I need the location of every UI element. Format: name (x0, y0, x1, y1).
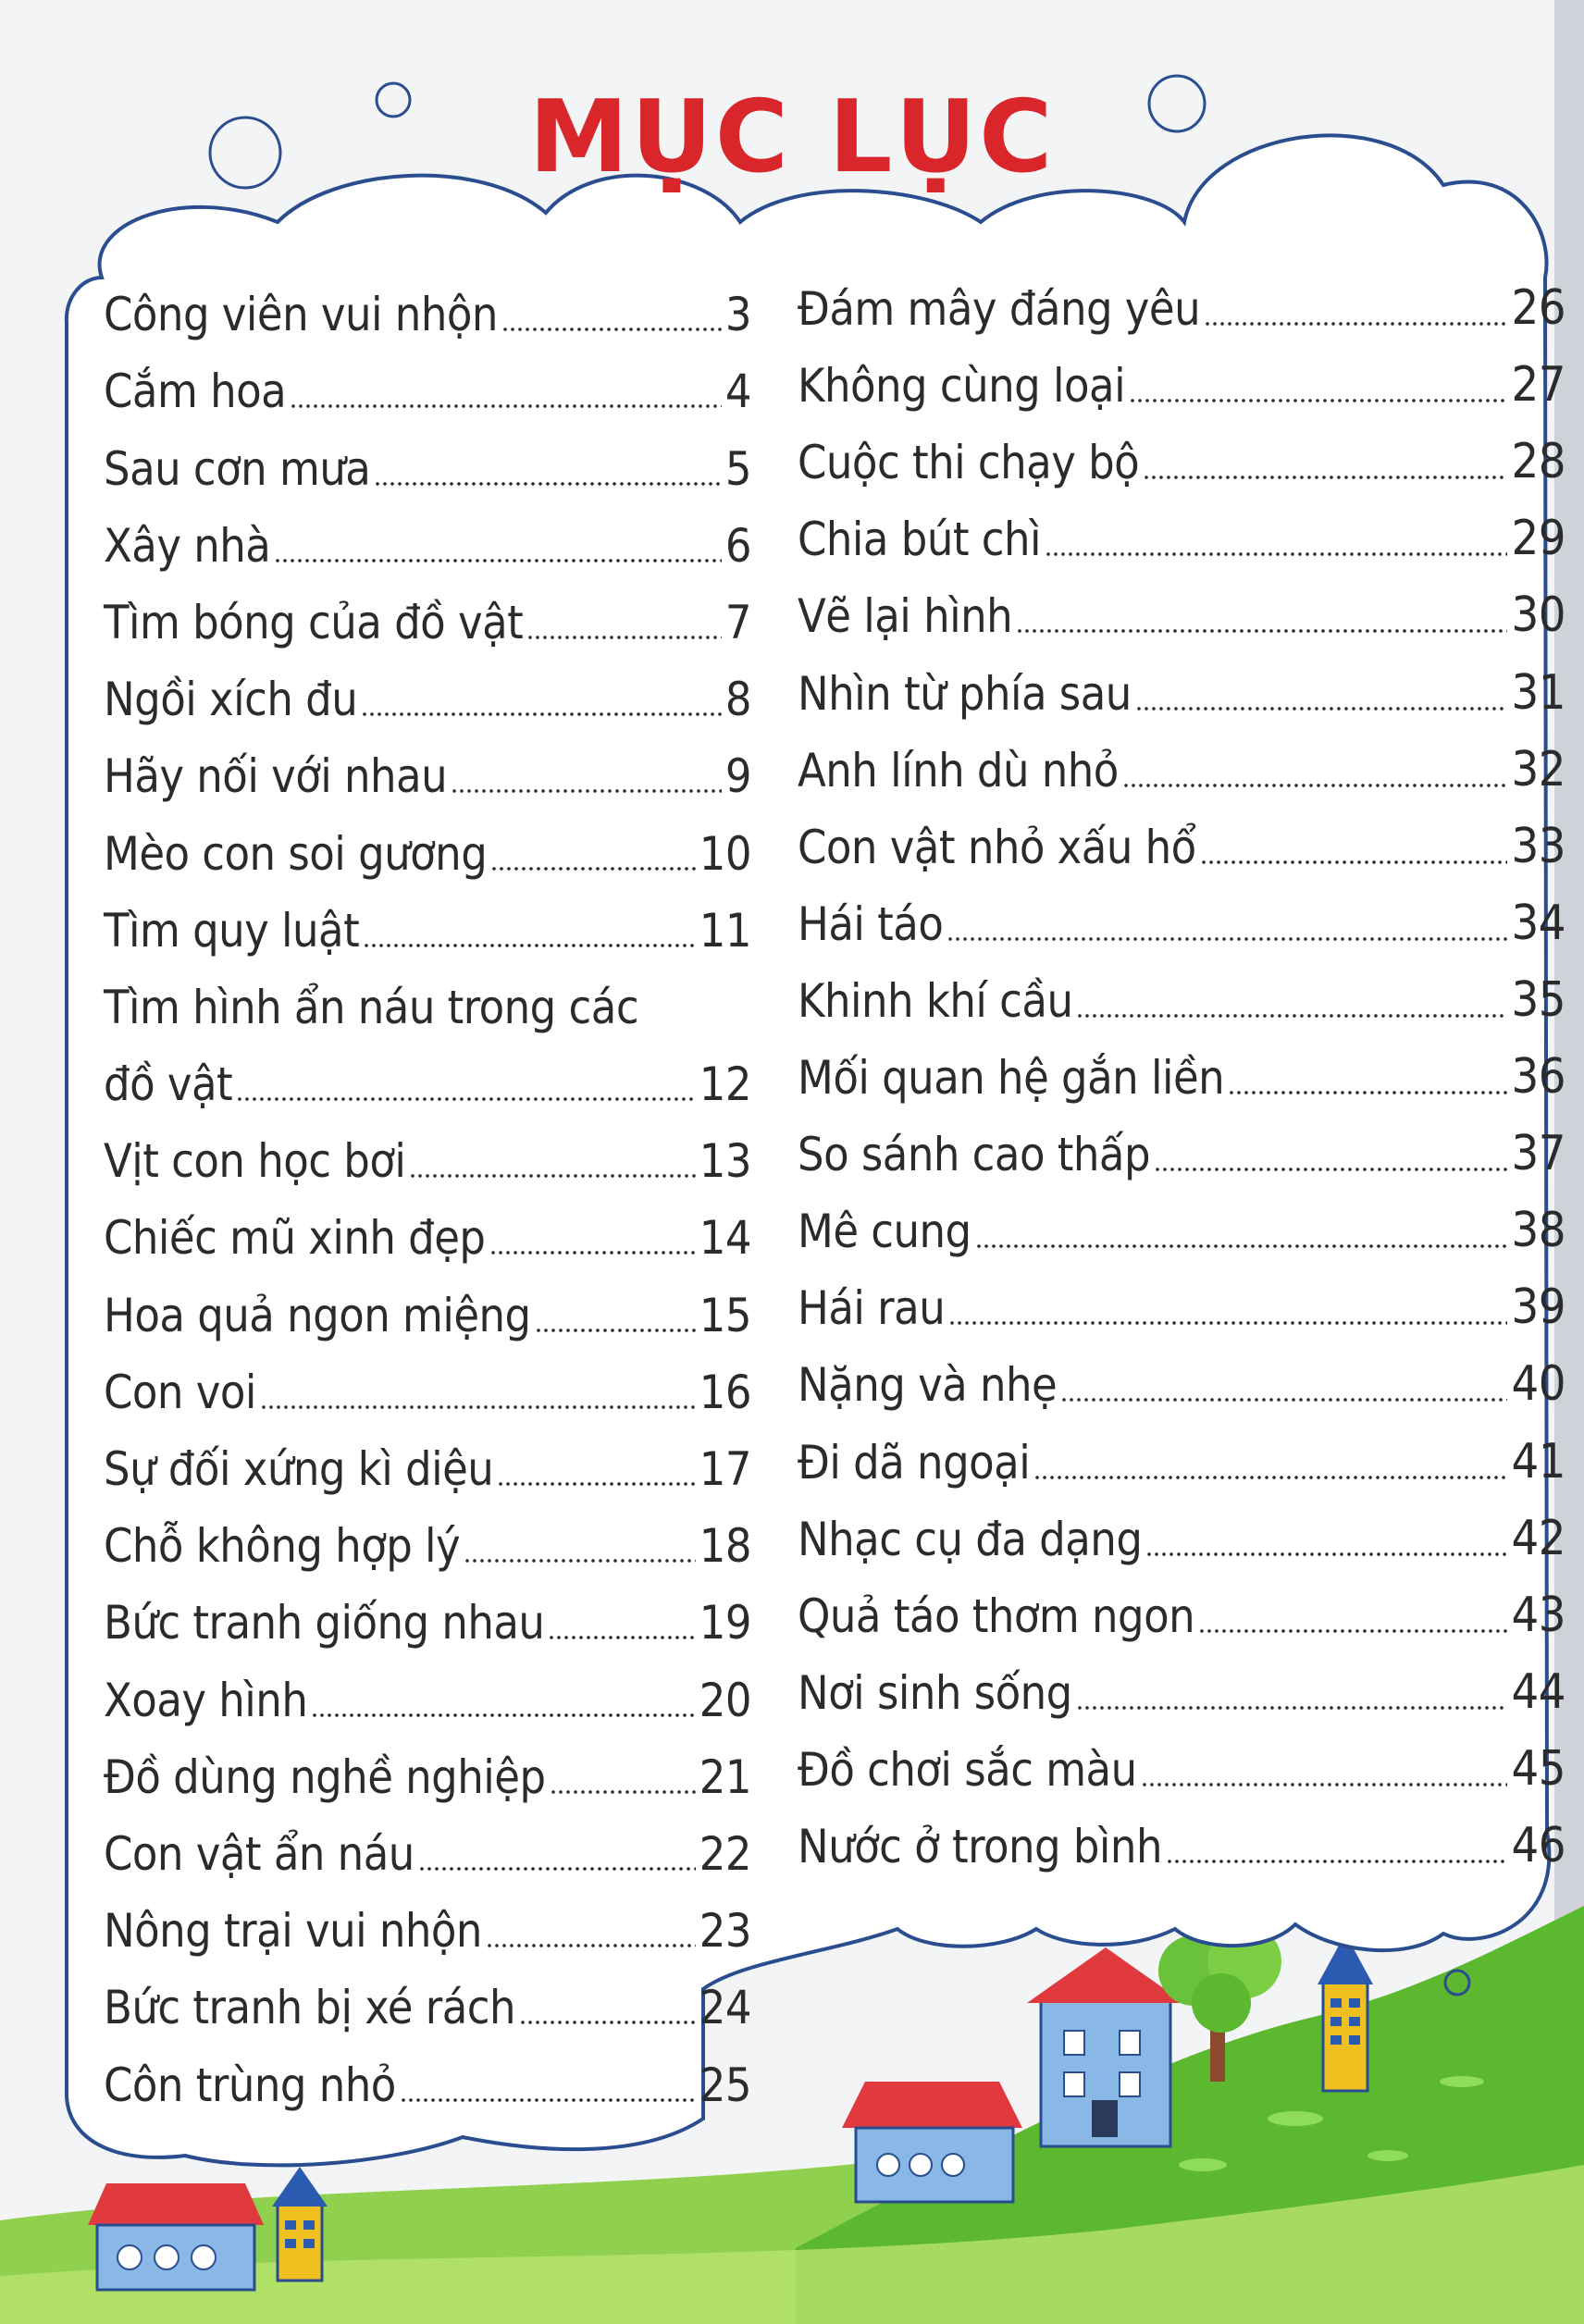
toc-entry-title: Bức tranh bị xé rách (104, 1981, 516, 2035)
toc-entry[interactable] (798, 724, 1565, 801)
dot-leader (1122, 783, 1508, 788)
toc-entry-page: 30 (1511, 587, 1565, 644)
toc-entry-title: Tìm bóng của đồ vật (104, 595, 524, 649)
toc-entry-page: 5 (724, 441, 751, 496)
toc-entry[interactable] (798, 1415, 1565, 1492)
dot-leader (526, 635, 722, 640)
toc-entry[interactable] (798, 416, 1565, 493)
toc-entry-page: 42 (1511, 1510, 1565, 1566)
dot-leader (1045, 551, 1507, 557)
toc-entry-page: 41 (1511, 1433, 1565, 1490)
toc-entry[interactable] (104, 1961, 751, 2038)
toc-entry-title: Tìm quy luật (104, 903, 360, 958)
toc-entry[interactable] (104, 1653, 751, 1730)
toc-entry-title: đồ vật (104, 1057, 233, 1112)
toc-entry[interactable] (104, 576, 751, 653)
dot-leader (1141, 1782, 1508, 1787)
toc-entry[interactable] (104, 807, 751, 884)
toc-entry[interactable] (104, 1576, 751, 1653)
toc-entry-title: Chiếc mũ xinh đẹp (104, 1211, 486, 1266)
dot-leader (497, 1481, 695, 1487)
toc-entry-page: 31 (1511, 664, 1565, 721)
toc-entry-page: 38 (1511, 1203, 1565, 1259)
toc-entry-title: Sau cơn mưa (104, 441, 371, 496)
dot-leader (1204, 321, 1507, 327)
toc-entry[interactable] (798, 570, 1565, 647)
toc-entry[interactable] (798, 1185, 1565, 1262)
dot-leader (274, 558, 722, 563)
toc-entry-page: 22 (699, 1826, 751, 1881)
toc-entry-page: 17 (699, 1442, 751, 1496)
house-red-roof (842, 2082, 1022, 2202)
dot-leader (1200, 859, 1508, 865)
toc-entry-page: 33 (1511, 818, 1565, 874)
toc-entry-title: Mối quan hệ gắn liền (798, 1051, 1225, 1106)
toc-entry-title: Đám mây đáng yêu (798, 282, 1201, 337)
toc-entry-title: Nặng và nhẹ (798, 1358, 1058, 1413)
toc-entry-title: Xây nhà (104, 518, 271, 573)
toc-entry[interactable] (798, 955, 1565, 1032)
toc-entry-title: Hái rau (798, 1281, 946, 1336)
page-title: MỤC LỤC (528, 80, 1056, 195)
toc-entry-page: 18 (699, 1519, 751, 1574)
toc-entry[interactable] (104, 422, 751, 499)
toc-entry[interactable] (798, 493, 1565, 570)
toc-entry-page: 23 (699, 1904, 751, 1959)
toc-entry-title: Đi dã ngoại (798, 1435, 1031, 1490)
dot-leader (361, 711, 722, 717)
dot-leader (490, 866, 696, 872)
toc-entry-title: Khinh khí cầu (798, 973, 1073, 1028)
dot-leader (400, 2097, 696, 2103)
toc-entry-title: Ngồi xích đu (104, 673, 358, 727)
dot-leader (451, 788, 722, 794)
toc-entry-title: Con voi (104, 1365, 256, 1419)
toc-entry-page: 27 (1511, 357, 1565, 414)
dot-leader (1129, 398, 1507, 403)
toc-entry-title: Quả táo thơm ngon (798, 1588, 1195, 1643)
dot-leader (550, 1789, 696, 1795)
toc-entry-title: Hoa quả ngon miệng (104, 1288, 531, 1342)
toc-entry-page: 12 (699, 1057, 751, 1112)
toc-entry-page: 20 (699, 1673, 751, 1727)
toc-entry-page: 8 (724, 673, 751, 727)
toc-entry-page: 7 (724, 595, 751, 649)
dot-leader (1076, 1705, 1508, 1711)
toc-entry-page: 4 (724, 365, 751, 419)
toc-entry[interactable] (104, 1268, 751, 1345)
toc-entry-title: Công viên vui nhộn (104, 288, 498, 342)
toc-entry-title: Tìm hình ẩn náu trong các (104, 980, 639, 1034)
toc-entry-title: Hái táo (798, 896, 944, 951)
toc-entry-title: Sự đối xứng kì diệu (104, 1442, 494, 1496)
dot-leader (947, 936, 1507, 942)
toc-entry-page: 28 (1511, 434, 1565, 490)
toc-entry[interactable] (798, 878, 1565, 955)
toc-entry-title: Cuộc thi chạy bộ (798, 436, 1140, 490)
toc-entry[interactable] (798, 1493, 1565, 1570)
dot-leader (290, 403, 722, 409)
toc-entry[interactable] (798, 1724, 1565, 1800)
toc-entry-title: Anh lính dù nhỏ (798, 743, 1119, 797)
toc-entry[interactable] (798, 647, 1565, 723)
toc-entry-title: Xoay hình (104, 1673, 308, 1727)
toc-entry-page: 25 (699, 2058, 751, 2112)
toc-entry-page: 13 (699, 1134, 751, 1189)
toc-entry-page: 34 (1511, 895, 1565, 951)
toc-entry[interactable] (798, 340, 1565, 416)
toc-entry[interactable] (798, 1108, 1565, 1185)
toc-entry-page: 10 (699, 826, 751, 881)
toc-entry-title: Đồ chơi sắc màu (798, 1742, 1137, 1797)
toc-entry-page: 29 (1511, 511, 1565, 567)
dot-leader (464, 1558, 696, 1564)
toc-entry-title: Không cùng loại (798, 359, 1126, 414)
toc-entry-title: Nhạc cụ đa dạng (798, 1512, 1143, 1566)
toc-entry[interactable] (104, 1500, 751, 1576)
toc-entry-title: Cắm hoa (104, 365, 287, 419)
toc-entry-title: Chỗ không hợp lý (104, 1519, 461, 1574)
toc-entry-page: 36 (1511, 1049, 1565, 1106)
toc-entry-page: 19 (699, 1596, 751, 1650)
dot-leader (1145, 1551, 1507, 1557)
dot-leader (975, 1243, 1508, 1249)
toc-column-left (104, 268, 751, 2116)
toc-entry[interactable] (104, 1885, 751, 1961)
toc-entry-title: So sánh cao thấp (798, 1128, 1151, 1182)
dot-leader (1154, 1167, 1507, 1172)
toc-entry-page: 11 (699, 903, 751, 958)
toc-entry-page: 16 (699, 1365, 751, 1419)
toc-entry[interactable] (798, 1647, 1565, 1724)
toc-column-right (798, 263, 1565, 1877)
toc-entry-title: Côn trùng nhỏ (104, 2058, 396, 2112)
dot-leader (409, 1173, 695, 1179)
toc-entry-title: Con vật ẩn náu (104, 1826, 415, 1881)
dot-leader (1033, 1475, 1507, 1480)
dot-leader (1198, 1628, 1507, 1634)
toc-entry-title: Chia bút chì (798, 513, 1042, 567)
toc-entry-title: Con vật nhỏ xấu hổ (798, 820, 1196, 874)
toc-entry-page: 40 (1511, 1356, 1565, 1413)
toc-entry-title: Nước ở trong bình (798, 1819, 1162, 1873)
toc-entry[interactable] (104, 653, 751, 730)
toc-entry-title: Nơi sinh sống (798, 1665, 1072, 1720)
toc-entry-title: Bức tranh giống nhau (104, 1596, 545, 1650)
toc-entry-title: Nông trại vui nhộn (104, 1904, 482, 1959)
toc-entry[interactable] (798, 1032, 1565, 1108)
toc-entry-page: 15 (699, 1288, 751, 1342)
toc-entry-title: Hãy nối với nhau (104, 749, 448, 804)
toc-entry[interactable] (104, 345, 751, 422)
dot-leader (1135, 706, 1508, 711)
toc-entry[interactable] (104, 1731, 751, 1808)
dot-leader (486, 1943, 696, 1948)
toc-entry-page: 43 (1511, 1587, 1565, 1643)
toc-entry-title: Nhìn từ phía sau (798, 666, 1132, 721)
toc-entry[interactable] (104, 1038, 751, 1115)
toc-entry[interactable] (104, 268, 751, 345)
toc-entry[interactable] (104, 1115, 751, 1192)
dot-leader (374, 481, 722, 487)
dot-leader (363, 943, 696, 948)
dot-leader (1060, 1397, 1507, 1403)
toc-entry-page: 21 (699, 1749, 751, 1804)
dot-leader (1143, 475, 1507, 480)
toc-entry[interactable] (798, 1339, 1565, 1415)
toc-entry-title: Mèo con soi gương (104, 826, 488, 881)
dot-leader (548, 1635, 695, 1640)
toc-entry-page: 6 (724, 518, 751, 573)
toc-entry-page: 45 (1511, 1740, 1565, 1797)
toc-entry[interactable] (798, 1262, 1565, 1339)
toc-entry-title: Mê cung (798, 1205, 971, 1259)
toc-entry-page: 9 (724, 749, 751, 804)
toc-entry[interactable] (104, 884, 751, 961)
dot-leader (1076, 1013, 1507, 1019)
dot-leader (418, 1866, 696, 1872)
toc-entry[interactable] (798, 1800, 1565, 1877)
dot-leader (236, 1096, 696, 1102)
dot-leader (948, 1320, 1507, 1326)
toc-entry-page: 14 (699, 1211, 751, 1266)
toc-entry[interactable] (104, 730, 751, 807)
dot-leader (501, 327, 722, 332)
dot-leader (535, 1328, 696, 1333)
toc-entry[interactable] (104, 2038, 751, 2115)
toc-entry[interactable] (798, 1570, 1565, 1647)
toc-entry-page: 44 (1511, 1663, 1565, 1720)
toc-entry-title: Vẽ lại hình (798, 589, 1013, 644)
toc-entry[interactable] (104, 961, 751, 1038)
toc-entry[interactable] (798, 801, 1565, 878)
toc-entry-page: 39 (1511, 1279, 1565, 1336)
toc-entry-page: 46 (1511, 1817, 1565, 1873)
toc-entry[interactable] (104, 1423, 751, 1500)
toc-entry[interactable] (104, 1192, 751, 1268)
dot-leader (1166, 1859, 1508, 1864)
toc-entry[interactable] (104, 1346, 751, 1423)
toc-entry-page: 3 (724, 288, 751, 342)
toc-entry[interactable] (104, 500, 751, 576)
toc-entry[interactable] (104, 1808, 751, 1885)
dot-leader (260, 1404, 696, 1410)
dot-leader (519, 2020, 696, 2025)
toc-entry[interactable] (798, 263, 1565, 340)
toc-entry-page: 26 (1511, 280, 1565, 337)
dot-leader (311, 1712, 695, 1718)
dot-leader (1228, 1090, 1507, 1095)
toc-entry-page: 24 (699, 1981, 751, 2035)
house-left (88, 2167, 328, 2290)
toc-entry-page: 32 (1511, 741, 1565, 797)
dot-leader (489, 1250, 696, 1255)
toc-entry-title: Vịt con học bơi (104, 1134, 406, 1189)
toc-entry-page: 35 (1511, 971, 1565, 1028)
dot-leader (1016, 628, 1507, 634)
toc-entry-page: 37 (1511, 1126, 1565, 1182)
toc-entry-title: Đồ dùng nghề nghiệp (104, 1749, 546, 1804)
